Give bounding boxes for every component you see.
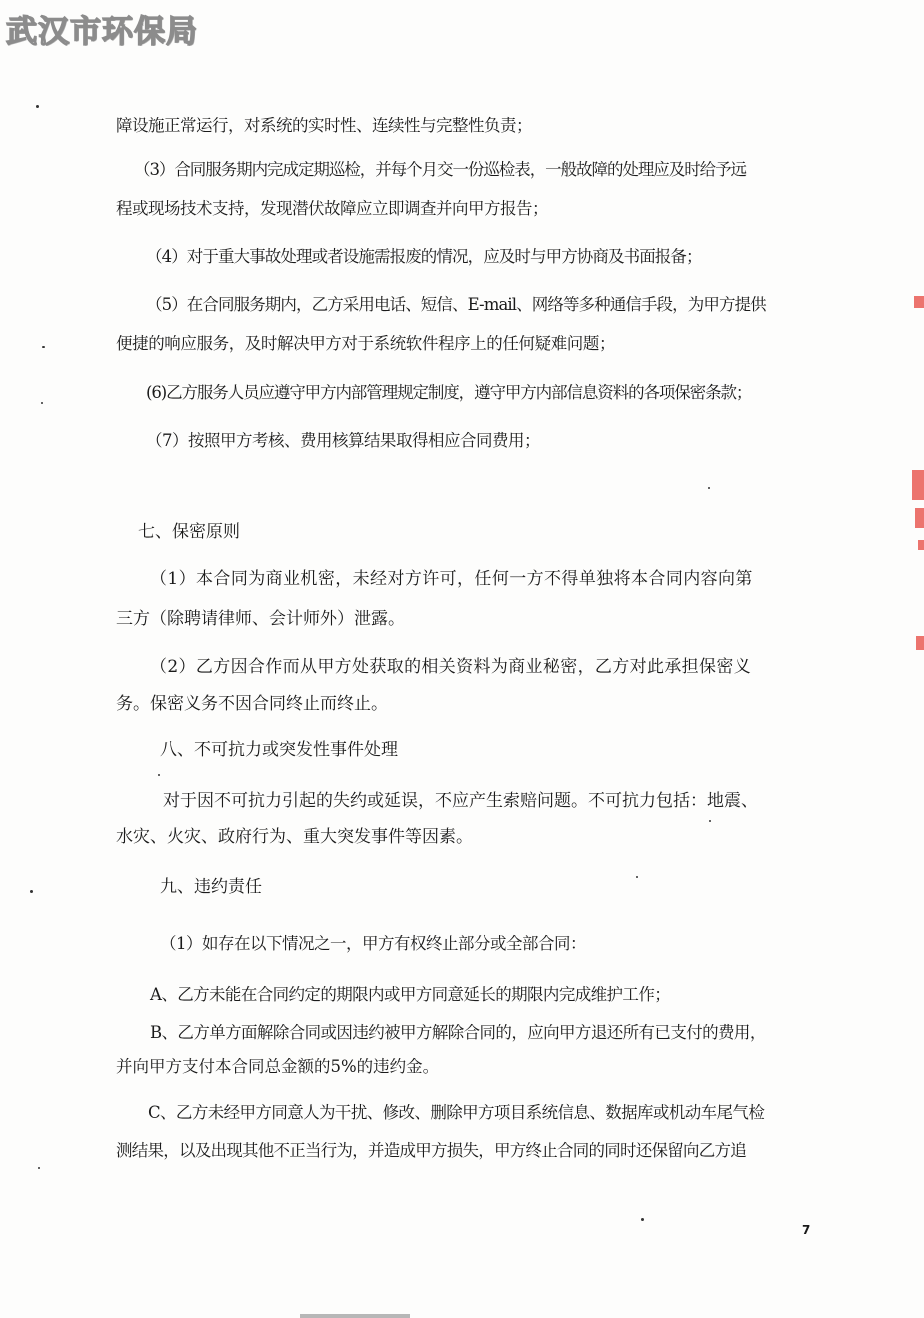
page-number: 7 (802, 1223, 811, 1237)
watermark-text: 武汉市环保局 (6, 14, 198, 50)
scan-speck (158, 774, 160, 776)
text-line-12: 务。保密义务不因合同终止而终止。 (116, 694, 388, 714)
text-line-20: 测结果，以及出现其他不正当行为，并造成甲方损失，甲方终止合同的同时还保留向乙方追 (116, 1141, 746, 1160)
scan-speck (38, 1167, 40, 1169)
text-line-15: （1）如存在以下情况之一，甲方有权终止部分或全部合同： (160, 934, 586, 953)
scan-edge-shadow (300, 1314, 410, 1318)
section-heading-7: 七、保密原则 (138, 522, 240, 542)
scan-speck (36, 105, 39, 108)
stamp-edge (916, 636, 924, 650)
scan-speck (42, 346, 45, 348)
section-heading-8: 八、不可抗力或突发性事件处理 (160, 740, 398, 760)
text-line-18: 并向甲方支付本合同总金额的5%的违约金。 (116, 1057, 440, 1076)
scan-speck (709, 820, 711, 822)
text-line-13: 对于因不可抗力引起的失约或延误，不应产生索赔问题。不可抗力包括：地震、 (163, 791, 758, 811)
text-line-17: B、乙方单方面解除合同或因违约被甲方解除合同的，应向甲方退还所有已支付的费用， (150, 1023, 766, 1042)
text-line-6: 便捷的响应服务，及时解决甲方对于系统软件程序上的任何疑难问题； (116, 334, 616, 353)
text-line-5: （5）在合同服务期内，乙方采用电话、短信、E-mail、网络等多种通信手段，为甲方提供 (146, 295, 766, 314)
text-line-10: 三方（除聘请律师、会计师外）泄露。 (116, 609, 405, 629)
text-line-16: A、乙方未能在合同约定的期限内或甲方同意延长的期限内完成维护工作； (150, 985, 671, 1004)
text-line-14: 水灾、火灾、政府行为、重大突发事件等因素。 (116, 827, 473, 847)
section-heading-9: 九、违约责任 (160, 877, 262, 897)
text-line-19: C、乙方未经甲方同意人为干扰、修改、删除甲方项目系统信息、数据库或机动车尾气检 (148, 1103, 765, 1122)
text-line-2: （3）合同服务期内完成定期巡检，并每个月交一份巡检表，一般故障的处理应及时给予远 (134, 160, 746, 179)
stamp-edge (918, 540, 924, 550)
stamp-edge (914, 296, 924, 308)
text-line-1: 障设施正常运行，对系统的实时性、连续性与完整性负责； (116, 116, 532, 135)
scan-speck (708, 487, 710, 489)
text-line-7: (6)乙方服务人员应遵守甲方内部管理规定制度，遵守甲方内部信息资料的各项保密条款； (146, 383, 752, 402)
scan-speck (30, 890, 33, 893)
scan-speck (636, 876, 638, 878)
stamp-edge (915, 508, 924, 528)
text-line-3: 程或现场技术支持，发现潜伏故障应立即调查并向甲方报告； (116, 199, 548, 218)
text-line-8: （7）按照甲方考核、费用核算结果取得相应合同费用； (146, 431, 540, 450)
scan-speck (641, 1218, 644, 1221)
text-line-9: （1）本合同为商业机密，未经对方许可，任何一方不得单独将本合同内容向第 (150, 569, 753, 589)
text-line-4: （4）对于重大事故处理或者设施需报废的情况，应及时与甲方协商及书面报备； (146, 247, 702, 266)
stamp-edge (912, 470, 924, 500)
scan-speck (41, 402, 43, 404)
text-line-11: （2）乙方因合作而从甲方处获取的相关资料为商业秘密，乙方对此承担保密义 (150, 657, 752, 677)
